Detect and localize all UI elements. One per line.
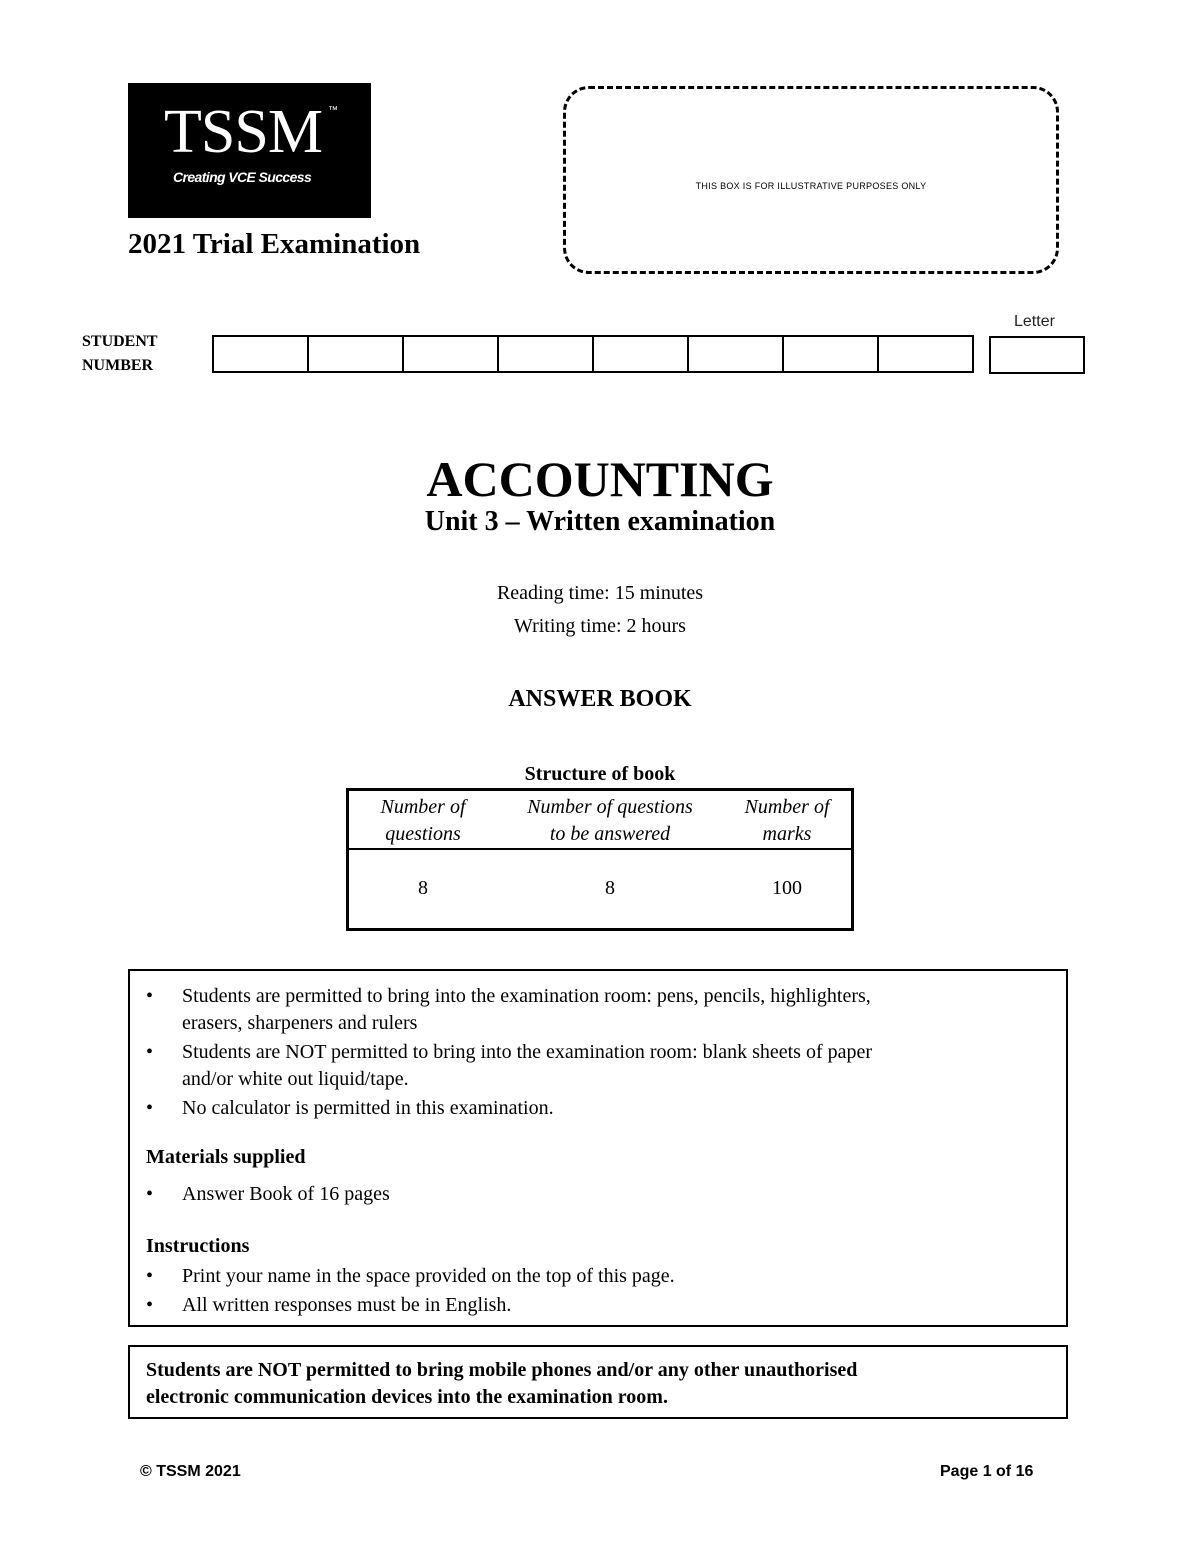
header-line: marks [762, 823, 812, 845]
header-line: to be answered [549, 823, 671, 845]
header-line: Number of [744, 796, 830, 818]
header-line: Number of [380, 796, 466, 818]
bullet: • [146, 1097, 154, 1119]
student-number-label [82, 330, 158, 378]
bullet: • [146, 985, 154, 1007]
bullet: • [146, 1041, 154, 1063]
no-calculator: No calculator is permitted in this examination. [182, 1097, 554, 1119]
permitted-line1: Students are permitted to bring into the examination room: pens, pencils, highlighters, [182, 985, 871, 1007]
tssm-logo [128, 83, 371, 218]
mobile-phone-warning [128, 1345, 1068, 1419]
student-number-boxes[interactable] [212, 335, 974, 373]
warning-line1: Students are NOT permitted to bring mobile phones and/or any other unauthorised [146, 1359, 858, 1381]
student-number-digit-box[interactable] [879, 337, 972, 371]
logo-word: TSSM [164, 98, 322, 166]
student-number-digit-box[interactable] [214, 337, 309, 371]
answer-book-heading: ANSWER BOOK [508, 686, 692, 712]
warning-line2: electronic communication devices into the examination room. [146, 1386, 668, 1408]
student-number-label-line2: NUMBER [82, 357, 154, 374]
permitted-line2: erasers, sharpeners and rulers [182, 1012, 418, 1034]
value-number-of-marks: 100 [772, 876, 802, 899]
structure-table [346, 788, 854, 931]
materials-item: Answer Book of 16 pages [182, 1183, 390, 1205]
footer-copyright: © TSSM 2021 [140, 1463, 241, 1480]
not-permitted-line2: and/or white out liquid/tape. [182, 1068, 409, 1090]
not-permitted-line1: Students are NOT permitted to bring into the examination room: blank sheets of paper [182, 1041, 873, 1063]
student-number-digit-box[interactable] [309, 337, 404, 371]
header-line: questions [385, 823, 461, 845]
letter-box[interactable] [989, 336, 1085, 374]
structure-title: Structure of book [524, 763, 676, 785]
header-number-of-questions [349, 791, 497, 848]
student-number-label-line1: STUDENT [82, 333, 158, 350]
instructions-box [128, 969, 1068, 1327]
student-number-digit-box[interactable] [594, 337, 689, 371]
student-number-digit-box[interactable] [689, 337, 784, 371]
logo-tagline: Creating VCE Success [173, 169, 312, 185]
value-questions-to-answer: 8 [605, 876, 615, 899]
subject-title: ACCOUNTING [426, 451, 774, 507]
header-line: Number of questions [527, 796, 693, 818]
bullet: • [146, 1265, 154, 1287]
reading-time: Reading time: 15 minutes [496, 582, 704, 604]
instructions-heading: Instructions [146, 1235, 250, 1257]
footer-page-number: Page 1 of 16 [940, 1463, 1034, 1480]
value-number-of-questions: 8 [418, 876, 428, 899]
unit-title: Unit 3 – Written examination [424, 506, 776, 537]
header-questions-to-answer [497, 791, 723, 848]
structure-table-row [349, 848, 851, 928]
structure-table-header [349, 791, 851, 850]
letter-label: Letter [1014, 313, 1055, 330]
logo-trademark: ™ [328, 105, 338, 116]
bullet: • [146, 1183, 154, 1205]
exam-title: 2021 Trial Examination [128, 228, 421, 260]
instruction-1: Print your name in the space provided on the top of this page. [182, 1265, 675, 1287]
illustrative-box-text: THIS BOX IS FOR ILLUSTRATIVE PURPOSES ONLY [695, 181, 927, 191]
illustrative-box [563, 86, 1059, 274]
writing-time: Writing time: 2 hours [514, 615, 686, 637]
instruction-2: All written responses must be in English. [182, 1294, 512, 1316]
student-number-digit-box[interactable] [499, 337, 594, 371]
materials-heading: Materials supplied [146, 1146, 306, 1168]
bullet: • [146, 1294, 154, 1316]
student-number-digit-box[interactable] [784, 337, 879, 371]
header-number-of-marks [723, 791, 851, 848]
student-number-digit-box[interactable] [404, 337, 499, 371]
